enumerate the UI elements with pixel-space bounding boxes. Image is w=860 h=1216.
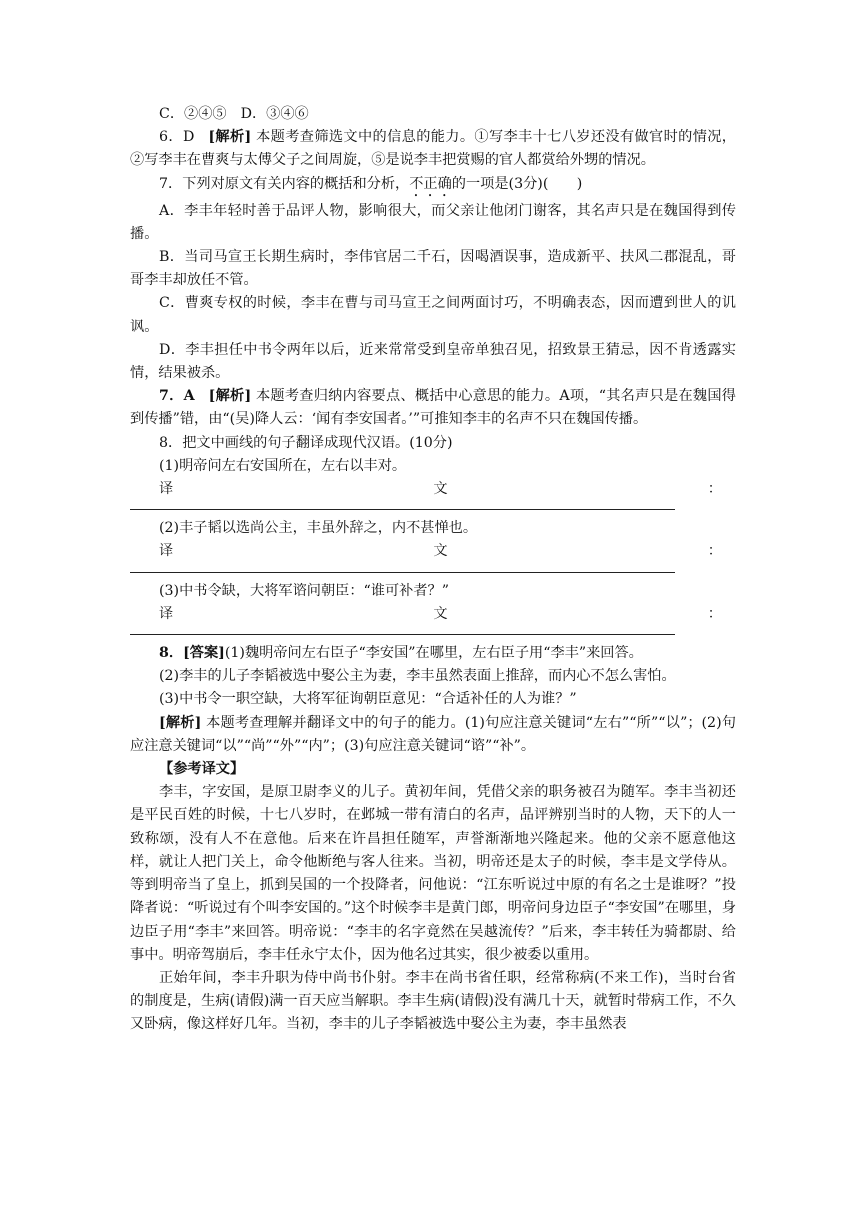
q8-stem: 8．把文中画线的句子翻译成现代汉语。(10分) — [159, 434, 453, 451]
q7-option-d: D．李丰担任中书令两年以后，近来常常受到皇帝单独召见，招致景王猜忌，因不肯透露实情，结果被杀。 — [130, 341, 736, 382]
answer-text: (1)魏明帝问左右臣子“李安国”在哪里，左右臣子用“李丰”来回答。 — [224, 645, 643, 662]
q7-option-a: A．李丰年轻时善于品评人物，影响很大，而父亲让他闭门谢客，其名声只是在魏国得到传播。 — [130, 202, 736, 242]
translation-label-wen: 文 — [433, 543, 448, 560]
analysis-tag: [解析] — [208, 129, 252, 146]
option-c: C．②④⑤ — [159, 106, 227, 122]
analysis-tag: [解析] — [159, 714, 202, 731]
answer-tag: [答案] — [183, 645, 225, 662]
translation-label-wen: 文 — [433, 481, 448, 498]
answer-label: 7．A — [159, 388, 195, 405]
q7-stem — [130, 173, 736, 200]
q7-stem-post: 的一项是(3分)( ) — [451, 175, 583, 192]
q8-analysis — [130, 712, 736, 758]
q8-item-2: (2)丰子韬以选尚公主，丰虽外辞之，内不甚惮也。 — [159, 520, 478, 537]
analysis-text: 本题考查筛选文中的信息的能力。①写李丰十七八岁还没有做官时的情况，②写李丰在曹爽与太傅父子之间周旋，⑤是说李丰把赏赐的官人都赏给外甥的情况。 — [130, 129, 736, 169]
analysis-text: 本题考查理解并翻译文中的句子的能力。(1)句应注意关键词“左右”“所”“以”；(2)句应注意关键词“以”“尚”“外”“内”；(3)句应注意关键词“谘”“补”。 — [130, 714, 736, 754]
q8-answer-1 — [130, 642, 736, 665]
answer-label: 8． — [159, 645, 184, 662]
reference-paragraph-2: 正始年间，李丰升职为侍中尚书仆射。李丰在尚书省任职，经常称病(不来工作)，当时台省的制度是，生病(请假)满一百天应当解职。李丰生病(请假)没有满几十天，就暂时带病工作，不久又卧病，像这样好几年。当初，李丰的儿子李韬被选中娶公主为妻，李丰虽然表 — [130, 969, 736, 1033]
reference-heading: 【参考译文】 — [159, 761, 245, 778]
q8-answer-3: (3)中书令一职空缺，大将军征询朝臣意见：“合适补任的人为谁？” — [159, 691, 577, 708]
translation-label-yi: 译 — [159, 543, 174, 560]
q8-answer-2: (2)李丰的儿子李韬被选中娶公主为妻，李丰虽然表面上推辞，而内心不怎么害怕。 — [159, 668, 676, 685]
q6-options-tail — [130, 103, 736, 126]
q8-item-1: (1)明帝问左右安国所在，左右以丰对。 — [159, 457, 407, 474]
translation-row-3 — [130, 603, 736, 626]
q7-stem-emphasis: 不正确 — [409, 175, 452, 192]
translation-colon: ： — [707, 543, 722, 560]
q7-option-b: B．当司马宣王长期生病时，李伟官居二千石，因喝酒误事，造成新平、扶风二郡混乱，哥哥李丰却放任不管。 — [130, 249, 736, 289]
translation-colon: ： — [707, 481, 722, 498]
option-d: D．③④⑥ — [240, 106, 309, 122]
analysis-text: 本题考查归纳内容要点、概括中心意思的能力。A项，“其名声只是在魏国得到传播”错，由“(吴)降人云：‘闻有李安国者。’”可推知李丰的名声不只在魏国传播。 — [130, 388, 736, 428]
q8-item-3: (3)中书令缺，大将军谘问朝臣：“谁可补者？” — [159, 582, 449, 599]
answer-label: 6．D — [159, 129, 195, 146]
answer-blank-1[interactable] — [130, 509, 675, 510]
translation-label-yi: 译 — [159, 481, 174, 498]
q7-stem-pre: 7．下列对原文有关内容的概括和分析， — [159, 175, 410, 192]
reference-paragraph-1: 李丰，字安国，是原卫尉李义的儿子。黄初年间，凭借父亲的职务被召为随军。李丰当初还是平民百姓的时候，十七八岁时，在邺城一带有清白的名声，品评辨别当时的人物，天下的人一致称颂，没有人不在意他。后来在许昌担任随军，声誉渐渐地兴隆起来。他的父亲不愿意他这样，就让人把门关上，命令他断绝与客人往来。当初，明帝还是太子的时候，李丰是文学侍从。等到明帝当了皇上，抓到吴国的一个投降者，问他说：“江东听说过中原的有名之士是谁呀？”投降者说：“听说过有个叫李安国的。”这个时候李丰是黄门郎，明帝问身边臣子“李安国”在哪里，身边臣子用“李丰”来回答。明帝说：“李丰的名字竟然在吴越流传？”后来，李丰转任为骑都尉、给事中。明帝驾崩后，李丰任永宁太仆，因为他名过其实，很少被委以重用。 — [130, 784, 736, 963]
translation-label-yi: 译 — [159, 605, 174, 622]
answer-blank-2[interactable] — [130, 572, 675, 573]
q6-answer — [130, 126, 736, 172]
translation-colon: ： — [707, 605, 722, 622]
translation-label-wen: 文 — [433, 605, 448, 622]
q7-answer — [130, 385, 736, 431]
analysis-tag: [解析] — [208, 388, 252, 405]
translation-row-1 — [130, 478, 736, 501]
translation-row-2 — [130, 540, 736, 563]
answer-blank-3[interactable] — [130, 634, 675, 635]
q7-option-c: C．曹爽专权的时候，李丰在曹与司马宣王之间两面讨巧，不明确表态，因而遭到世人的讥讽。 — [130, 295, 736, 335]
document-body — [130, 103, 736, 1037]
